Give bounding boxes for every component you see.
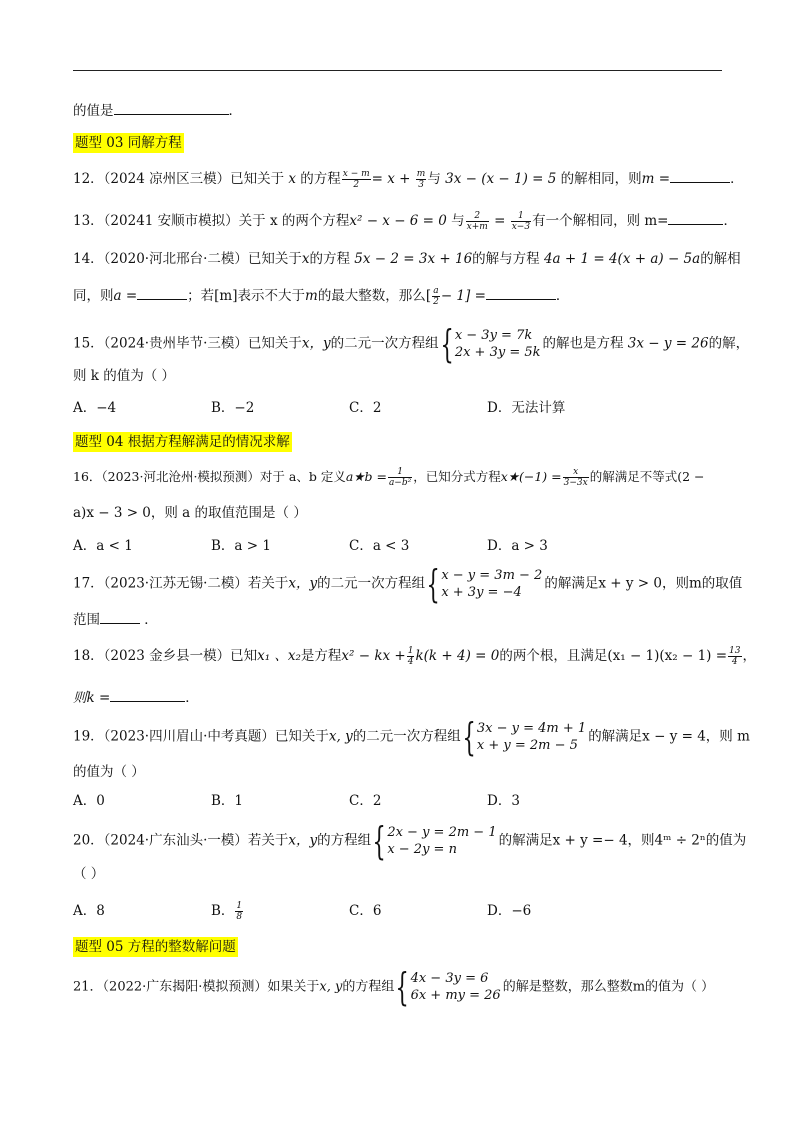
q12-eq1: = x + (371, 171, 415, 187)
q16-tail: 的解满足不等式(2 − (589, 469, 705, 484)
q18-frac: $\frac{1}{4}$ (407, 646, 414, 667)
q18-eq: x² − kx + (341, 648, 406, 664)
q19-option-b[interactable]: B．1 (211, 793, 244, 809)
q20-vars: x，y (288, 832, 318, 849)
q20-option-b-frac: $\frac{1}{8}$ (236, 901, 243, 922)
q12-var: x (288, 171, 296, 187)
q20-mid: 的方程组 (317, 832, 372, 849)
q16-option-d[interactable]: D．a > 3 (487, 538, 548, 554)
q16-mid: ，已知分式方程 (413, 469, 501, 484)
q14-line2a: 同，则 (73, 288, 114, 304)
section-heading: 题型 03 同解方程 (75, 135, 182, 151)
q21-mid: 的方程组 (342, 979, 395, 995)
q14-tail1: 的解相 (700, 251, 741, 267)
q17-system: { x − y = 3m − 2 x + 3y = −4 (426, 562, 543, 606)
q15-system: { x − 3y = 7k 2x + 3y = 5k (440, 322, 541, 366)
q19-line1: 19．（2023·四川眉山·中考真题）已知关于 (73, 728, 329, 745)
q16-line1: 16．（2023·河北沧州·模拟预测）对于 a、b 定义 (73, 469, 346, 484)
q15-option-c[interactable]: C．2 (349, 400, 382, 416)
q20-tail: 的解满足x + y =− 4，则4ᵐ ÷ 2ⁿ的值为 (498, 832, 747, 849)
q19-vars: x, y (328, 728, 353, 745)
q16-option-a[interactable]: A．a < 1 (73, 538, 133, 554)
q15-mid: 的二元一次方程组 (330, 335, 439, 352)
q20-system: { 2x − y = 2m − 1 x − 2y = n (372, 819, 497, 863)
question-19-line2: 的值为（ ） (73, 764, 145, 780)
section-heading: 题型 05 方程的整数解问题 (75, 939, 236, 955)
q16-option-c[interactable]: C．a < 3 (349, 538, 410, 554)
q19-system: { 3x − y = 4m + 1 x + y = 2m − 5 (462, 715, 587, 759)
question-13: 13．（20241 安顺市模拟）关于 x 的两个方程x² − x − 6 = 0 与 $\frac{2}{x+m}$ = $\frac{1}{x-3}$ 有一个解相同，则 m= ． (73, 211, 737, 232)
q14-mid: 的解与方程 (472, 251, 540, 267)
q15-vars: x，y (301, 335, 331, 352)
q20-option-d[interactable]: D．−6 (487, 903, 532, 919)
q16-option-b[interactable]: B．a > 1 (211, 538, 271, 554)
answer-blank[interactable] (114, 100, 229, 115)
q21-line1: 21．（2022·广东揭阳·模拟预测）如果关于 (73, 979, 320, 995)
q14-line2c: 的最大整数，那么 (317, 288, 426, 304)
q14-eq2: 4a + 1 = 4(x + a) − 5a (543, 251, 701, 267)
question-17-line2: 范围 ． (73, 609, 158, 630)
q18-mid: 是方程 (300, 648, 342, 664)
q13-eq1: x² − x − 6 = 0 (349, 213, 447, 229)
question-16-line1 (73, 467, 704, 488)
q14-eq1: 5x − 2 = 3x + 16 (354, 251, 473, 267)
q13-tail: 有一个解相同，则 m= (532, 213, 669, 229)
answer-blank[interactable] (100, 609, 140, 624)
q15-eq: 3x − y = 26 (627, 335, 709, 352)
answer-blank[interactable] (486, 285, 556, 300)
question-16-line2: a)x − 3 > 0，则 a 的取值范围是（ ） (73, 505, 307, 521)
q17-tail: 的解满足x + y > 0，则m的取值 (544, 575, 743, 592)
question-14-line1: 14．（2020·河北邢台·二模）已知关于x的方程 5x − 2 = 3x + 16的解与方程 4a + 1 = 4(x + a) − 5a的解相 (73, 251, 741, 267)
q12-ans: m = (641, 171, 671, 187)
question-18-line1: 18．（2023 金乡县一模）已知x₁ 、x₂是方程x² − kx + $\frac{1}{4}$ k(k + 4) = 0的两个根，且满足(x₁ − 1)(x₂ − 1) = $\frac{13}{4}$ ， (73, 646, 756, 667)
answer-blank[interactable] (110, 687, 185, 702)
intro-text: 的值是 (73, 103, 114, 119)
question-20-line1 (73, 819, 747, 863)
q14-line2b: ；若[m]表示不大于 (187, 288, 305, 304)
q12-frac2: $\frac{m}{3}$ (416, 169, 426, 190)
section-heading: 题型 04 根据方程解满足的情况求解 (75, 434, 290, 450)
q18-line2: 则k = (73, 690, 111, 706)
q13-frac2: $\frac{1}{x-3}$ (511, 211, 531, 232)
q17-line1: 17．（2023·江苏无锡·二模）若关于 (73, 575, 289, 592)
question-14-line2: 同，则a = ；若[m]表示不大于m的最大整数，那么[ $\frac{a}{2}$ − 1] = ． (73, 286, 570, 307)
answer-blank[interactable] (137, 285, 187, 300)
q17-vars: x，y (288, 575, 318, 592)
q14-m: m (305, 288, 318, 304)
q20-option-b[interactable] (211, 901, 244, 922)
q21-vars: x, y (319, 979, 343, 995)
question-17-line1 (73, 562, 743, 606)
q15-option-a[interactable]: A．−4 (73, 400, 117, 416)
q20-option-c[interactable]: C．6 (349, 903, 382, 919)
q14-bracket: − 1] = (440, 288, 486, 304)
q17-line2: 范围 (73, 612, 100, 628)
question-15-line1 (73, 322, 750, 366)
q12-frac1: $\frac{x - m}{2}$ (342, 169, 370, 190)
q16-def: a★b = (345, 469, 387, 484)
q13-prefix: 13．（20241 安顺市模拟）关于 x 的两个方程 (73, 213, 350, 229)
q20-option-a[interactable]: A．8 (73, 903, 105, 919)
q15-line1: 15．（2024·贵州毕节·三模）已知关于 (73, 335, 302, 352)
q20-line1: 20．（2024·广东汕头·一模）若关于 (73, 832, 289, 849)
q12-tail: 的解相同，则 (560, 171, 642, 187)
q15-tail2: 的解， (708, 335, 750, 352)
q14-a: a = (113, 288, 138, 304)
q20-option-b-label: B． (211, 903, 235, 919)
question-12: 12．（2024 凉州区三模）已知关于 x 的方程 $\frac{x - m}{2}$ = x + $\frac{m}{3}$ 与 3x − (x − 1) = 5 的解相同，则m = ． (73, 169, 744, 190)
answer-blank[interactable] (668, 210, 723, 225)
q12-prefix: 12．（2024 凉州区三模）已知关于 (73, 171, 285, 187)
question-18-line2: 则k = ． (73, 687, 199, 708)
question-21-line1 (73, 965, 715, 1009)
q12-eq2: 3x − (x − 1) = 5 (445, 171, 557, 187)
q21-tail: 的解是整数，那么整数m的值为（ ） (502, 979, 715, 995)
q15-option-b[interactable]: B．−2 (211, 400, 255, 416)
q16-eq: x★(−1) = (500, 469, 562, 484)
q13-frac1: $\frac{2}{x+m}$ (466, 211, 488, 232)
q12-mid: 的方程 (300, 171, 341, 187)
q16-frac2: $\frac{x}{3-3x}$ (563, 467, 588, 488)
q19-tail: 的解满足x − y = 4，则 m (588, 728, 750, 745)
q19-option-c[interactable]: C．2 (349, 793, 382, 809)
q14-var: x (301, 251, 310, 267)
q16-frac: $\frac{1}{\text{a−b²}}$ (388, 467, 412, 488)
q18-frac2: $\frac{13}{4}$ (729, 646, 741, 667)
q13-text: 与 (451, 213, 465, 229)
q18-tail: 的两个根，且满足(x₁ − 1)(x₂ − 1) = (499, 648, 728, 664)
q12-text2: 与 (427, 171, 441, 187)
question-19-line1 (73, 715, 750, 759)
q15-option-d[interactable]: D．无法计算 (487, 400, 566, 416)
q14-frac: $\frac{a}{2}$ (433, 286, 439, 307)
header-rule (73, 70, 722, 71)
q17-mid: 的二元一次方程组 (317, 575, 426, 592)
q18-line1: 18．（2023 金乡县一模）已知 (73, 648, 258, 664)
question-15-line2: 则 k 的值为（ ） (73, 368, 176, 384)
question-20-line2: （ ） (73, 866, 105, 882)
q18-vars: x₁ 、x₂ (257, 648, 301, 664)
q21-system: { 4x − 3y = 6 6x + my = 26 (395, 965, 501, 1009)
intro-line: 的值是 ． (73, 100, 242, 121)
q14-line1: 14．（2020·河北邢台·二模）已知关于 (73, 251, 302, 267)
q19-option-d[interactable]: D．3 (487, 793, 520, 809)
q19-option-a[interactable]: A．0 (73, 793, 105, 809)
q19-mid: 的二元一次方程组 (352, 728, 461, 745)
q18-eq2: k(k + 4) = 0 (415, 648, 500, 664)
answer-blank[interactable] (670, 168, 730, 183)
q15-tail1: 的解也是方程 (542, 335, 624, 352)
